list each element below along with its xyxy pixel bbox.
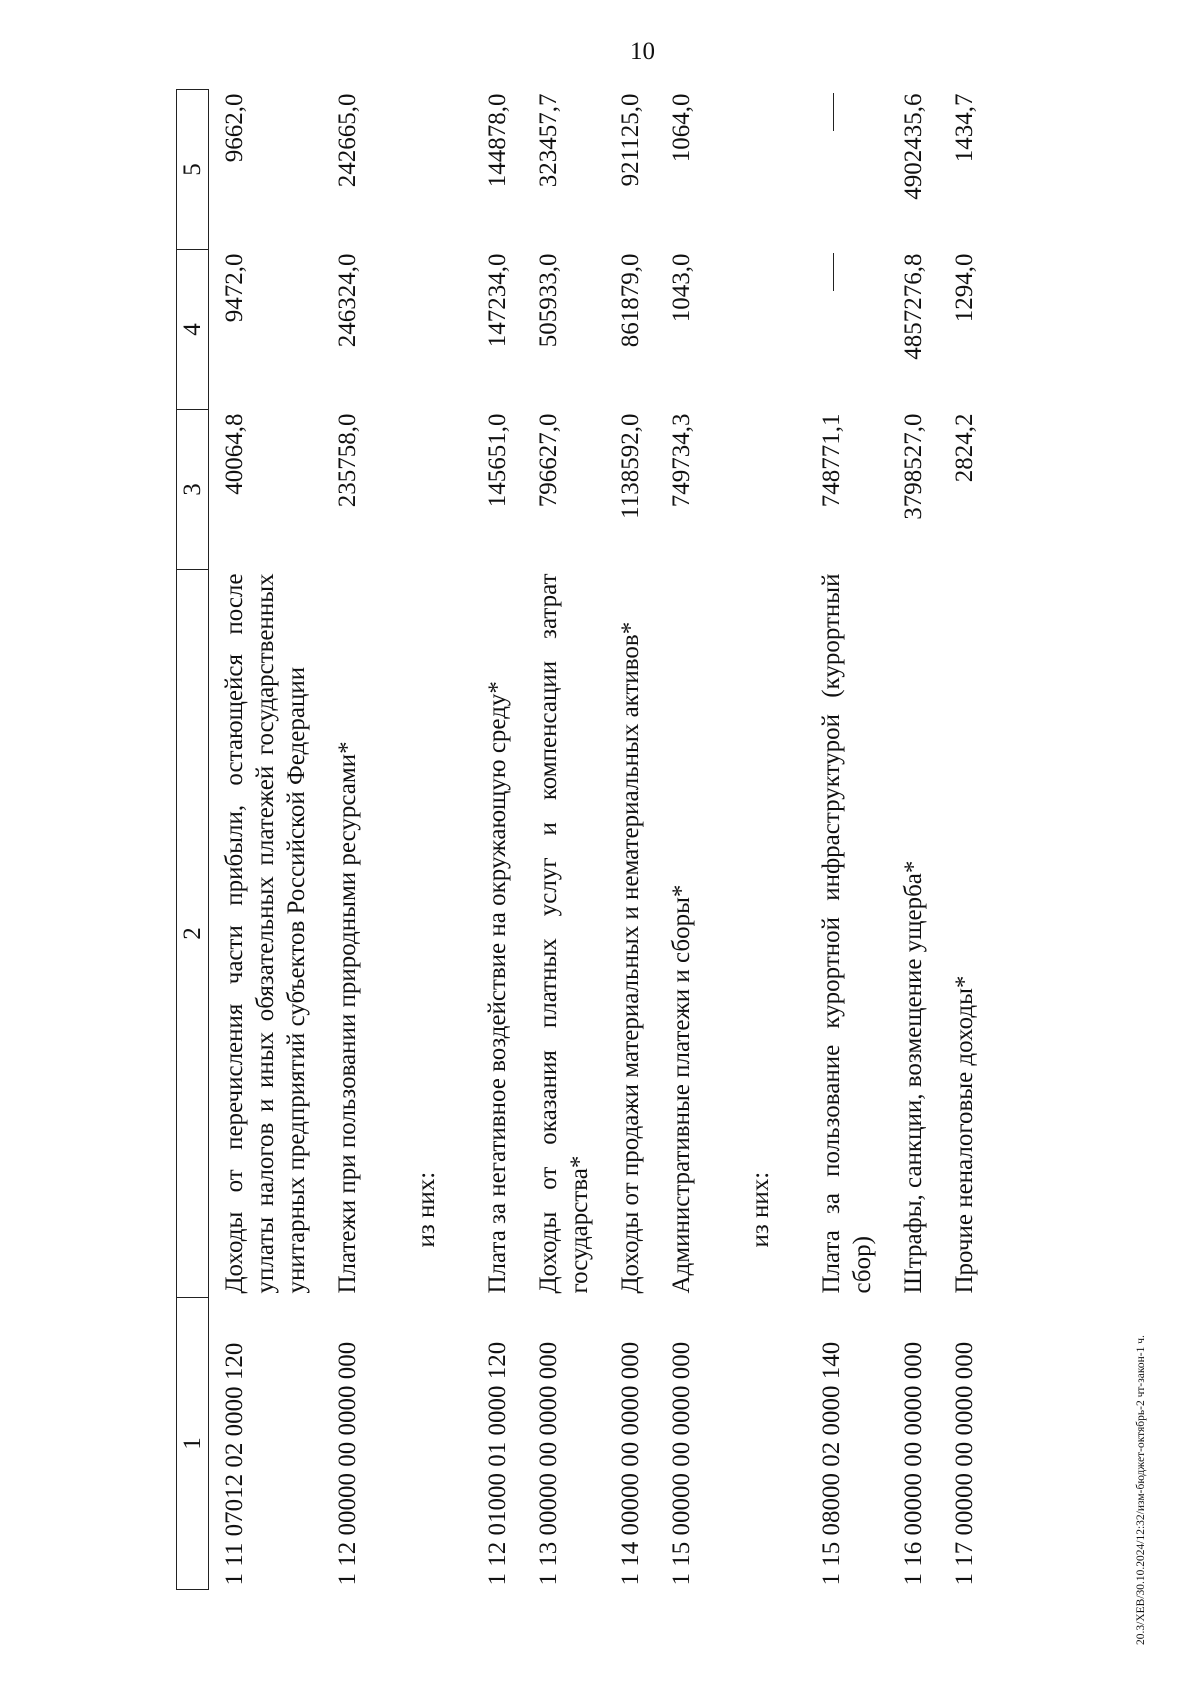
header-col-3: 3: [177, 410, 209, 570]
row-value-col3: 2824,2: [951, 413, 978, 483]
row-value-col4: 505933,0: [535, 253, 562, 348]
row-value-col5: 144878,0: [484, 93, 511, 188]
row-name: Прочие неналоговые доходы*: [951, 975, 978, 1294]
row-value-col4: [806, 250, 888, 410]
header-col-4: 4: [177, 250, 209, 410]
row-value-col5: 4902435,6: [900, 93, 927, 200]
document-footer-stamp: 20.3/ХЕВ/30.10.2024/12:32/изм-бюджет-октябрь-2 чт-закон-1 ч.: [1135, 1335, 1147, 1645]
row-value-col5: 1434,7: [951, 93, 978, 163]
row-value-col4: 9472,0: [221, 253, 248, 323]
row-value-col3: 1138592,0: [617, 413, 644, 519]
row-subheading-label: из них:: [747, 1171, 774, 1248]
header-col-1: 1: [177, 1298, 209, 1590]
row-name: Административные платежи и сборы*: [668, 884, 695, 1294]
row-code: 1 15 08000 02 0000 140: [818, 1341, 845, 1586]
row-code: 1 11 07012 02 0000 120: [221, 1342, 248, 1586]
row-value-col5: 323457,7: [535, 93, 562, 188]
row-value-col5: 9662,0: [221, 93, 248, 163]
table-row: [472, 90, 523, 1590]
row-name: Плата за негативное воздействие на окружающую среду*: [484, 681, 511, 1294]
row-value-col5: 242665,0: [334, 93, 361, 188]
row-name: Платежи при пользовании природными ресурсами*: [334, 741, 361, 1294]
dash-mark: [833, 254, 835, 292]
row-value-col3: 748771,1: [818, 413, 845, 508]
row-value-col3: 235758,0: [334, 413, 361, 508]
row-value-col3: 145651,0: [484, 413, 511, 508]
table-row: [523, 90, 605, 1590]
row-code: [373, 1298, 472, 1590]
table-row: [939, 90, 990, 1590]
row-value-col3: 40064,8: [221, 413, 248, 495]
table-row: [656, 90, 707, 1590]
header-col-2: 2: [177, 570, 209, 1298]
row-value-col5: 1064,0: [668, 93, 695, 163]
row-value-col4: 147234,0: [484, 253, 511, 348]
row-code: 1 12 00000 00 0000 000: [334, 1341, 361, 1586]
row-value-col3: 749734,3: [668, 413, 695, 508]
table-row: [322, 90, 373, 1590]
row-name: Штрафы, санкции, возмещение ущерба*: [900, 860, 927, 1294]
row-value-col3: 796627,0: [535, 413, 562, 508]
row-name: Плата за пользование курортной инфраструктурой (курортный сбор): [818, 573, 876, 1294]
row-value-col5: [806, 90, 888, 250]
row-value-col4: 1294,0: [951, 253, 978, 323]
header-row: [177, 90, 209, 1590]
row-value-col3: 3798527,0: [900, 413, 927, 520]
row-name: Доходы от оказания платных услуг и компенсации затрат государства*: [535, 573, 593, 1294]
table-row-subheading: [707, 90, 806, 1590]
row-code: [707, 1298, 806, 1590]
row-subheading-label: из них:: [413, 1171, 440, 1248]
row-name: Доходы от продажи материальных и нематериальных активов*: [617, 621, 644, 1294]
table-row: [605, 90, 656, 1590]
row-value-col4: 861879,0: [617, 253, 644, 348]
row-code: 1 16 00000 00 0000 000: [900, 1341, 927, 1586]
dash-mark: [833, 94, 835, 132]
row-code: 1 17 00000 00 0000 000: [951, 1341, 978, 1586]
row-code: 1 15 00000 00 0000 000: [668, 1341, 695, 1586]
page-number: 10: [630, 38, 655, 65]
row-value-col4: 4857276,8: [900, 253, 927, 360]
table-row: [209, 90, 323, 1590]
header-col-5: 5: [177, 90, 209, 250]
table-row: [888, 90, 939, 1590]
table-row: [806, 90, 888, 1590]
budget-table: [176, 89, 990, 1590]
row-value-col5: 921125,0: [617, 93, 644, 187]
row-name: Доходы от перечисления части прибыли, остающейся после уплаты налогов и иных обязательных платежей государственных унитарных предприятий субъектов Российской Федерации: [221, 573, 310, 1294]
table-row-subheading: [373, 90, 472, 1590]
row-code: 1 14 00000 00 0000 000: [617, 1341, 644, 1586]
row-value-col4: 1043,0: [668, 253, 695, 323]
row-code: 1 12 01000 01 0000 120: [484, 1341, 511, 1586]
row-code: 1 13 00000 00 0000 000: [535, 1341, 562, 1586]
budget-table-rotated: [176, 90, 978, 1590]
row-value-col4: 246324,0: [334, 253, 361, 348]
